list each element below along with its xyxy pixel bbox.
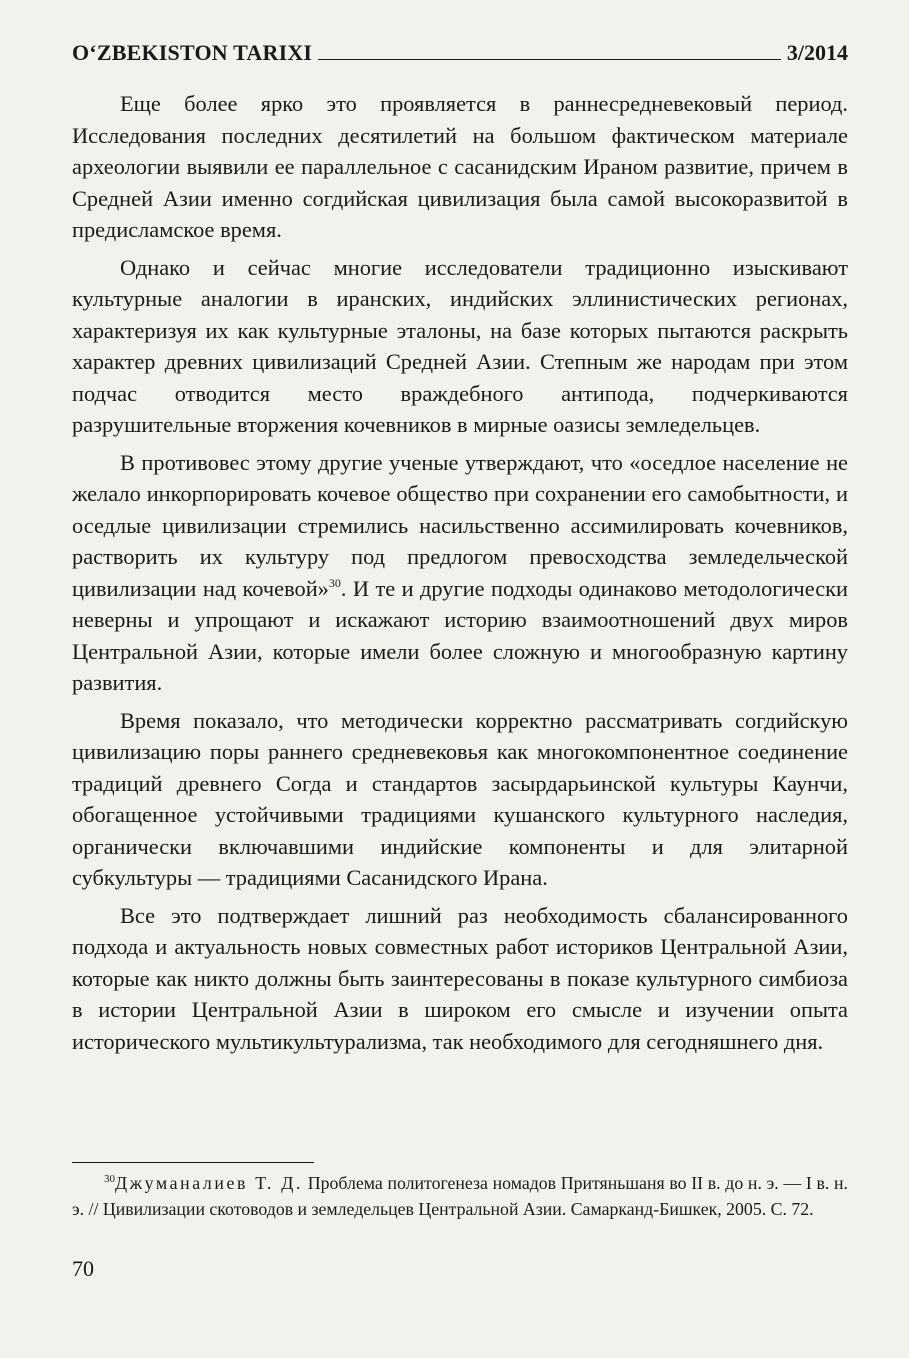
paragraph-text: . И те и другие подходы одинаково методологически неверны и упрощают и искажают историю взаимоотношений двух миров Центральной Азии, которые имели более сложную и многообразную картину развития. — [72, 575, 848, 695]
footnote-separator — [72, 1162, 314, 1163]
paragraph: Еще более ярко это проявляется в раннесредневековый период. Исследования последних десятилетий на большом фактическом материале археологии выявили ее параллельное с сасанидским Ираном развитие, причем в Средней Азии именно согдийская цивилизация была самой высокоразвитой в предисламское время. — [72, 91, 848, 242]
footnote — [72, 1170, 848, 1222]
footnote-author: Джуманалиев Т. Д. — [115, 1173, 304, 1193]
footnote-reference: 30 — [328, 575, 341, 590]
page-number: 70 — [72, 1256, 94, 1281]
footnote-text: Проблема политогенеза номадов Притяньшаня во II в. до н. э. — I в. н. э. // Цивилизации скотоводов и земледельцев Центральной Азии. Самарканд-Бишкек, 2005. С. 72. — [72, 1173, 848, 1219]
article-body — [72, 88, 848, 1063]
paragraph: Время показало, что методически корректно рассматривать согдийскую цивилизацию поры раннего средневековья как многокомпонентное соединение традиций древнего Согда и стандартов засырдарьинской культуры Каунчи, обогащенное устойчивыми традициями кушанского культурного наследия, органически включавшими индийские компоненты и для элитарной субкультуры — традициями Сасанидского Ирана. — [72, 707, 848, 890]
paragraph: Однако и сейчас многие исследователи традиционно изыскивают культурные аналогии в иранских, индийских эллинистических регионах, характеризуя их как культурные эталоны, на базе которых пытаются раскрыть характер древних цивилизаций Средней Азии. Степным же народам при этом подчас отводится место враждебного антипода, подчеркиваются разрушительные вторжения кочевников в мирные оазисы земледельцев. — [72, 254, 848, 437]
issue-number: 3/2014 — [786, 40, 848, 65]
journal-title: O‘ZBEKISTON TARIXI — [72, 40, 313, 65]
running-header — [72, 36, 848, 66]
paragraph-text: В противовес этому другие ученые утверждают, что «оседлое население не желало инкорпорировать кочевое общество при сохранении его самобытности, и оседлые цивилизации стремились насильственно ассимилировать кочевников, растворить их культуру под предлогом превосходства земледельческой цивилизации над кочевой» — [72, 449, 848, 601]
footnote-number: 30 — [104, 1173, 115, 1185]
header-rule — [318, 59, 781, 60]
paragraph-with-footnote-ref — [72, 447, 848, 699]
paragraph: Все это подтверждает лишний раз необходимость сбалансированного подхода и актуальность новых совместных работ историков Центральной Азии, которые как никто должны быть заинтересованы в показе культурного симбиоза в истории Центральной Азии в широком его смысле и изучении опыта исторического мультикультурализма, так необходимого для сегодняшнего дня. — [72, 902, 848, 1054]
footnote-entry — [72, 1170, 848, 1222]
